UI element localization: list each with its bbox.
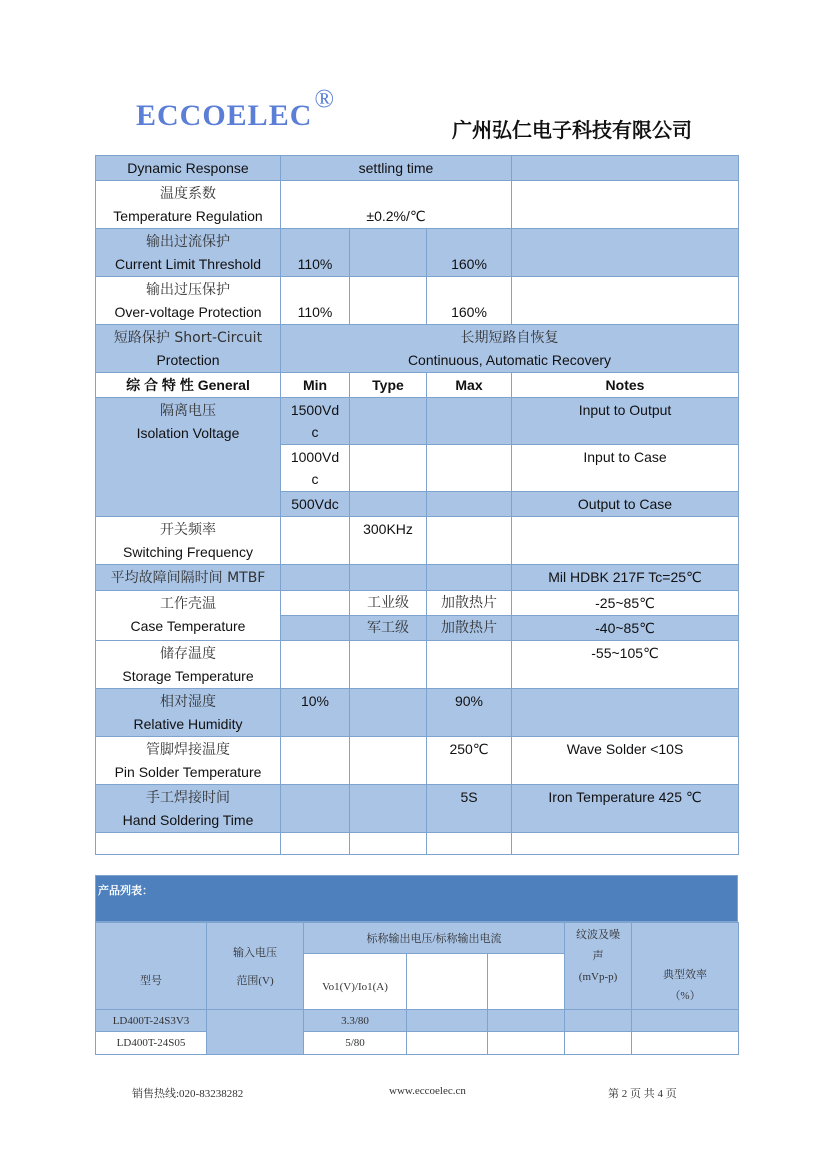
max-value: 加散热片 [427,591,512,616]
product-list-banner [95,875,738,922]
min-value: 110% [281,277,350,325]
row-label: 储存温度 Storage Temperature [96,641,281,689]
row-label: 输出过压保护 Over-voltage Protection [96,277,281,325]
notes-value: Wave Solder <10S [512,737,739,785]
table-row [96,785,739,833]
col-type: Type [350,373,427,398]
max-value: 160% [427,277,512,325]
notes-value: Mil HDBK 217F Tc=25℃ [512,565,739,591]
section-header-row [96,373,739,398]
max-value: 250℃ [427,737,512,785]
row-label: 相对湿度 Relative Humidity [96,689,281,737]
row-label: 工作壳温 Case Temperature [96,591,281,641]
header-nominal: 标称输出电压/标称输出电流 [304,923,565,954]
row-label: 开关频率 Switching Frequency [96,517,281,565]
footer-website[interactable]: www.eccoelec.cn [389,1085,466,1097]
type-value: 工业级 [350,591,427,616]
min-value: 10% [281,689,350,737]
col-notes: Notes [512,373,739,398]
col-min: Min [281,373,350,398]
row-label: 温度系数 Temperature Regulation [96,181,281,229]
max-value: 加散热片 [427,616,512,641]
company-name: 广州弘仁电子科技有限公司 [452,118,692,142]
notes-value: Input to Case [512,445,739,492]
table-row [96,641,739,689]
table-row [96,156,739,181]
table-row [96,277,739,325]
row-label: 短路保护 Short-Circuit Protection [96,325,281,373]
table-row [96,737,739,785]
min-value: 500Vdc [281,492,350,517]
notes-value: -25~85℃ [512,591,739,616]
row-label: 手工焊接时间 Hand Soldering Time [96,785,281,833]
table-row [96,833,739,855]
table-row [96,689,739,737]
col-max: Max [427,373,512,398]
spec-table [95,155,739,855]
max-value: 90% [427,689,512,737]
table-row [96,517,739,565]
row-label: 管脚焊接温度 Pin Solder Temperature [96,737,281,785]
row-value: ±0.2%/℃ [281,181,512,229]
row-label: 隔离电压 Isolation Voltage [96,398,281,517]
product-list-title: 产品列表： [98,884,153,897]
product-table [95,922,739,1055]
model-cell: LD400T-24S05 [96,1032,207,1055]
row-label: 平均故障间隔时间 MTBF [96,565,281,591]
notes-value: -55~105℃ [512,641,739,689]
min-value: 1000Vd c [281,445,350,492]
max-value: 5S [427,785,512,833]
min-value: 110% [281,229,350,277]
table-header-row [96,923,739,954]
vo-cell: 5/80 [304,1032,407,1055]
section-title: 综 合 特 性 General [96,373,281,398]
table-row [96,1010,739,1032]
table-row [96,591,739,616]
row-value: settling time [281,156,512,181]
header-ripple: 纹波及噪 声 (mVp-p) [565,923,632,1010]
notes-value: Input to Output [512,398,739,445]
registered-mark: ® [314,84,336,113]
header-input: 输入电压 范围(V) [207,923,304,1010]
table-row [96,398,739,445]
type-value: 军工级 [350,616,427,641]
header-efficiency: 典型效率 （%） [632,923,739,1010]
notes-value: -40~85℃ [512,616,739,641]
header-vo-io: Vo1(V)/Io1(A) [304,954,407,1010]
table-row [96,565,739,591]
logo-text: ECCOELEC [136,99,313,132]
table-row [96,181,739,229]
notes-value: Iron Temperature 425 ℃ [512,785,739,833]
footer-page-number: 第 2 页 共 4 页 [608,1088,677,1100]
row-label: 输出过流保护 Current Limit Threshold [96,229,281,277]
notes-value: Output to Case [512,492,739,517]
row-label: Dynamic Response [96,156,281,181]
type-value: 300KHz [350,517,427,565]
header-model: 型号 [96,923,207,1010]
max-value: 160% [427,229,512,277]
table-row [96,229,739,277]
company-logo [136,84,335,133]
vo-cell: 3.3/80 [304,1010,407,1032]
footer-hotline: 销售热线:020-83238282 [132,1088,244,1100]
table-row [96,1032,739,1055]
min-value: 1500Vd c [281,398,350,445]
table-row [96,325,739,373]
model-cell: LD400T-24S3V3 [96,1010,207,1032]
row-value: 长期短路自恢复 Continuous, Automatic Recovery [281,325,739,373]
